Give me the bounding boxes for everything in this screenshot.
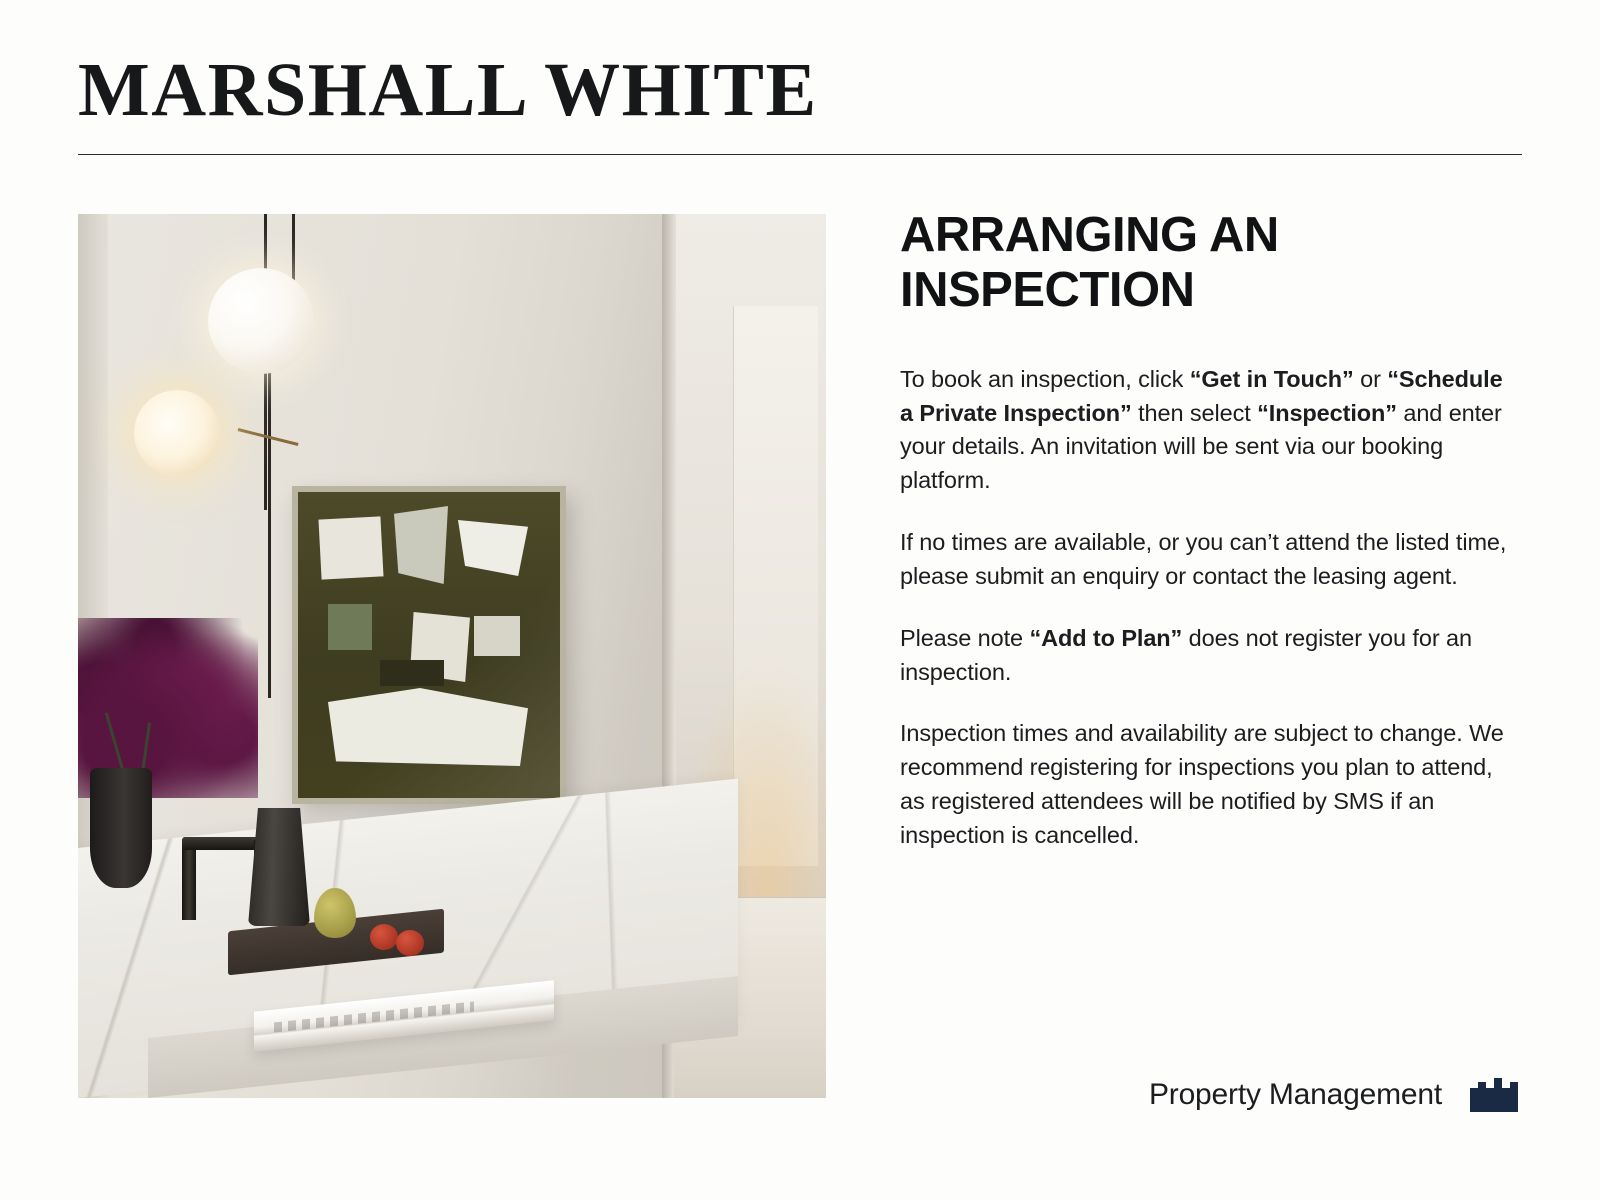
artwork-canvas xyxy=(298,492,560,798)
artwork-shape xyxy=(458,520,528,576)
body-paragraph: Please note “Add to Plan” does not register you for an inspection. xyxy=(900,624,1472,685)
body-paragraph: Inspection times and availability are subject to change. We recommend registering for inspections you plan to attend, as registered attendees will be notified by SMS if an inspection is cancelled. xyxy=(900,720,1504,848)
page-title: ARRANGING AN INSPECTION xyxy=(900,208,1279,318)
body-paragraph: To book an inspection, click “Get in Touch” or “Schedule a Private Inspection” then select “Inspection” and enter your details. An invitation will be sent via our booking platform. xyxy=(900,365,1503,494)
artwork-shape xyxy=(380,660,444,686)
emphasised-text: “Inspection” xyxy=(1257,399,1397,426)
artwork-shape xyxy=(474,616,520,656)
emphasised-text: “Schedule a Private Inspection” xyxy=(900,365,1503,426)
footer-label: Property Management xyxy=(1148,1078,1442,1111)
artwork-shape xyxy=(394,506,448,584)
footer xyxy=(1149,1076,1520,1114)
body-paragraph: If no times are available, or you can’t attend the listed time, please submit an enquiry or contact the leasing agent. xyxy=(900,529,1507,589)
body-copy xyxy=(900,363,1520,853)
pendant-rod xyxy=(268,342,271,698)
kitchen-tap-base xyxy=(182,842,196,920)
black-vase xyxy=(90,768,152,888)
kitchen-interior-photo xyxy=(78,214,826,1098)
header-divider xyxy=(78,154,1522,155)
pendant-light-globe xyxy=(134,390,220,476)
tomato-fruit xyxy=(370,924,398,950)
abstract-artwork xyxy=(292,486,566,804)
tomato-fruit xyxy=(396,930,424,956)
marshall-white-crown-mark-icon xyxy=(1468,1076,1520,1114)
artwork-shape xyxy=(328,688,528,766)
black-jug xyxy=(248,808,310,926)
brand-title: MARSHALL WHITE xyxy=(78,48,818,132)
emphasised-text: “Add to Plan” xyxy=(1029,624,1183,651)
content-column xyxy=(900,208,1520,853)
pendant-light-globe xyxy=(208,268,314,374)
pear-fruit xyxy=(314,888,356,938)
document-header xyxy=(78,48,1522,155)
photo-composition xyxy=(78,214,826,1098)
artwork-shape xyxy=(328,604,372,650)
artwork-shape xyxy=(318,516,383,579)
emphasised-text: “Get in Touch” xyxy=(1189,365,1354,392)
